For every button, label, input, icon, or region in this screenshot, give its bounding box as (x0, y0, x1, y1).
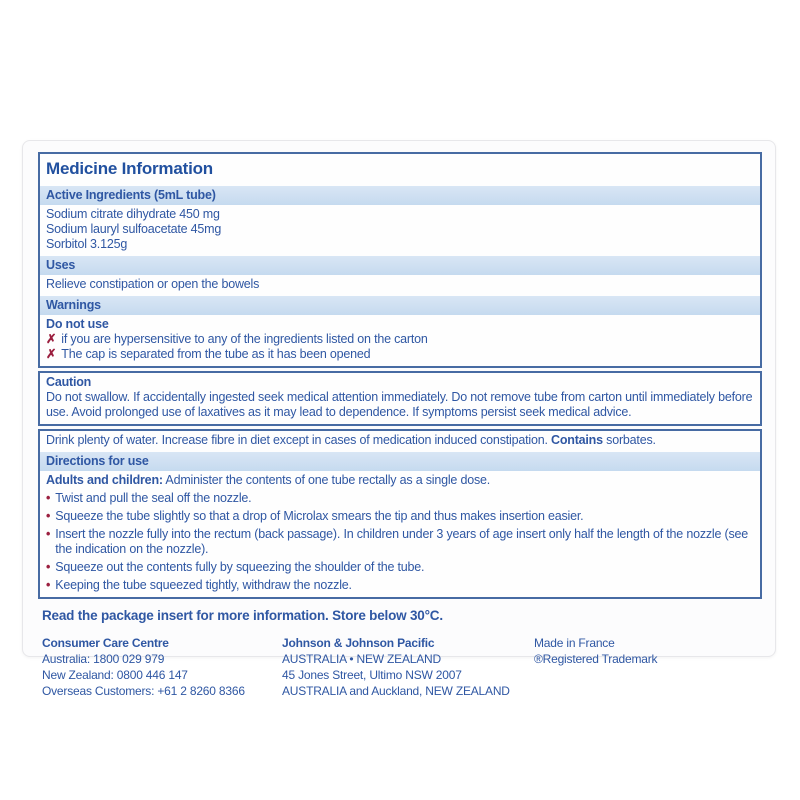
advice-text-part1: Drink plenty of water. Increase fibre in diet except in cases of medication induced constipation. (46, 433, 551, 447)
caution-box (38, 371, 762, 426)
caution-text: Do not swallow. If accidentally ingested seek medical attention immediately. Do not remove tube from carton until immediately before use. Avoid prolonged use of laxatives as it may lead to dependence. If symptoms persist seek medical advice. (46, 390, 753, 419)
warning-text: The cap is separated from the tube as it has been opened (61, 347, 371, 361)
warning-item (46, 332, 754, 347)
directions-intro-rest: Administer the contents of one tube rectally as a single dose. (162, 473, 491, 487)
direction-step-text: Keeping the tube squeezed tightly, withdraw the nozzle. (55, 578, 352, 592)
bullet-icon: • (46, 509, 51, 523)
bullet-icon: • (46, 578, 51, 592)
active-ingredients-list (40, 205, 760, 256)
active-ingredients-header: Active Ingredients (5mL tube) (40, 186, 760, 205)
bullet-icon: • (46, 527, 51, 541)
medicine-information-panel (38, 152, 762, 699)
footer-line: New Zealand: 0800 446 147 (42, 668, 188, 682)
footer-line: AUSTRALIA • NEW ZEALAND (282, 652, 441, 666)
direction-step (46, 578, 754, 593)
uses-text: Relieve constipation or open the bowels (46, 277, 260, 291)
page-title: Medicine Information (46, 159, 213, 178)
company-address-column (282, 635, 534, 699)
warnings-content (40, 315, 760, 366)
x-mark-icon: ✗ (46, 347, 57, 361)
footer-line: Australia: 1800 029 979 (42, 652, 165, 666)
medicine-information-card (22, 140, 776, 698)
origin-column (534, 635, 762, 699)
direction-step-text: Insert the nozzle fully into the rectum (back passage). In children under 3 years of age insert only half the length of the nozzle (see the indication on the nozzle). (55, 527, 749, 556)
advice-bold-word: Contains (551, 433, 603, 447)
bullet-icon: • (46, 560, 51, 574)
warnings-header: Warnings (40, 296, 760, 315)
directions-box (38, 429, 762, 599)
x-mark-icon: ✗ (46, 332, 57, 346)
caution-content (40, 373, 760, 424)
ingredient-line: Sodium citrate dihydrate 450 mg (46, 207, 220, 221)
direction-step (46, 560, 754, 575)
company-name: Johnson & Johnson Pacific (282, 636, 435, 650)
directions-content (40, 471, 760, 597)
footer-line: ®Registered Trademark (534, 652, 658, 666)
advice-text (40, 431, 760, 452)
advice-text-part2: sorbates. (602, 433, 656, 447)
footer-line: AUSTRALIA and Auckland, NEW ZEALAND (282, 684, 510, 698)
footer-line: Overseas Customers: +61 2 8260 8366 (42, 684, 245, 698)
direction-step-text: Twist and pull the seal off the nozzle. (55, 491, 252, 505)
main-info-box (38, 152, 762, 368)
footer (42, 635, 762, 699)
ingredient-line: Sorbitol 3.125g (46, 237, 128, 251)
directions-header: Directions for use (40, 452, 760, 471)
direction-step-text: Squeeze the tube slightly so that a drop of Microlax smears the tip and thus makes insertion easier. (55, 509, 584, 523)
direction-step (46, 509, 754, 524)
consumer-care-column (42, 635, 282, 699)
direction-step (46, 527, 754, 557)
uses-header: Uses (40, 256, 760, 275)
direction-step-text: Squeeze out the contents fully by squeezing the shoulder of the tube. (55, 560, 425, 574)
direction-step (46, 491, 754, 506)
warning-text: if you are hypersensitive to any of the ingredients listed on the carton (61, 332, 428, 346)
do-not-use-label: Do not use (46, 317, 109, 331)
footer-line: Made in France (534, 636, 615, 650)
footer-line: 45 Jones Street, Ultimo NSW 2007 (282, 668, 462, 682)
bullet-icon: • (46, 491, 51, 505)
directions-intro (46, 473, 754, 488)
warning-item (46, 347, 754, 362)
storage-note: Read the package insert for more information. Store below 30°C. (42, 608, 443, 623)
ingredient-line: Sodium lauryl sulfoacetate 45mg (46, 222, 222, 236)
adults-children-label: Adults and children: (46, 473, 163, 487)
consumer-care-title: Consumer Care Centre (42, 636, 169, 650)
caution-label: Caution (46, 375, 92, 389)
